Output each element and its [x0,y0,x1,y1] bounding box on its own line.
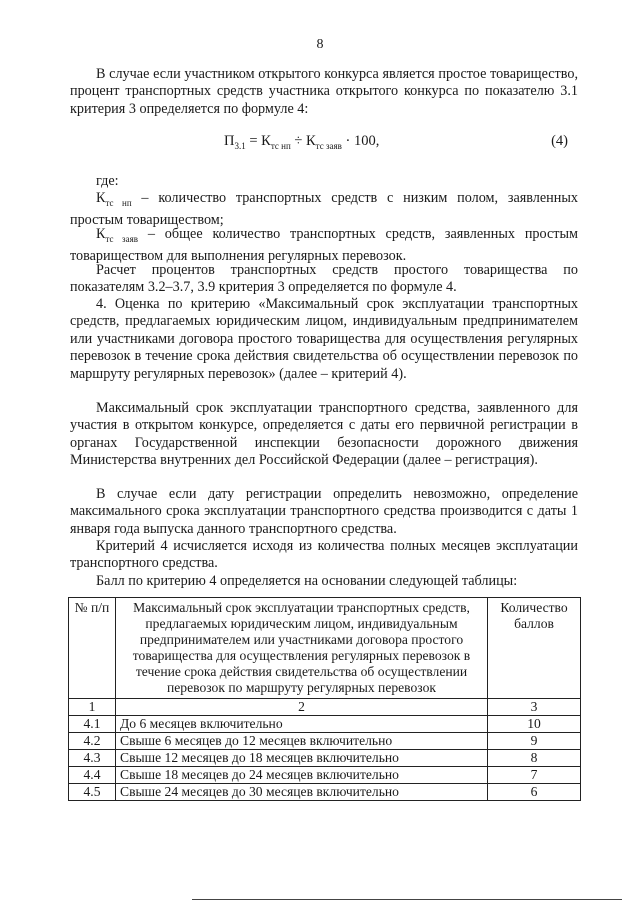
paragraph-intro: В случае если участником открытого конкурса является простое товарищество, процент транспортных средств участника открытого конкурса по показателю 3.1 критерия 3 определяется по формуле 4: [70,66,578,117]
table-row [69,733,581,750]
row-number: 4.2 [69,733,116,750]
paragraph-table-intro: Балл по критерию 4 определяется на основании следующей таблицы: [96,573,518,589]
col-number-1: 1 [69,699,116,716]
definition-k-tc-zayav: $К_{тс заяв}$ – общее количество транспортных средств, заявленных простым товариществом для выполнения регулярных перевозок. [70,226,578,265]
column-number-row [69,699,581,716]
row-description: Свыше 18 месяцев до 24 месяцев включительно [116,767,488,784]
table-header-row [69,598,581,699]
row-score: 10 [488,716,581,733]
header-score: Количество баллов [488,598,581,699]
paragraph-calc: Расчет процентов транспортных средств простого товарищества по показателям 3.2–3.7, 3.9 критерия 3 определяется по формуле 4. [70,262,578,296]
table-row [69,784,581,801]
row-description: Свыше 24 месяцев до 30 месяцев включительно [116,784,488,801]
formula-expression: $П_{3.1} = К_{тс нп} \div К_{тс заяв} \cdot 100$, [224,133,380,151]
row-description: До 6 месяцев включительно [116,716,488,733]
table-row [69,767,581,784]
formula-4 [70,133,578,155]
row-number: 4.4 [69,767,116,784]
row-score: 8 [488,750,581,767]
table-row [69,716,581,733]
where-label: где: [96,173,119,189]
header-description: Максимальный срок эксплуатации транспортных средств, предлагаемых юридическим лицом, индивидуальным предпринимателем или участниками договора простого товарищества для осуществления регулярных перевозок в течение срока действия свидетельства об осуществлении перевозок по маршруту регулярных перевозок [116,598,488,699]
row-score: 7 [488,767,581,784]
page-bottom-line [192,899,622,900]
table-row [69,750,581,767]
page-number: 8 [316,37,324,52]
row-description: Свыше 6 месяцев до 12 месяцев включительно [116,733,488,750]
col-number-2: 2 [116,699,488,716]
definition-k-tc-np: $К_{тс нп}$ – количество транспортных средств с низким полом, заявленных простым товариществом; [70,190,578,229]
row-score: 9 [488,733,581,750]
criterion-4-table [68,597,581,801]
row-description: Свыше 12 месяцев до 18 месяцев включительно [116,750,488,767]
row-number: 4.1 [69,716,116,733]
row-number: 4.3 [69,750,116,767]
paragraph-criterion-4: 4. Оценка по критерию «Максимальный срок эксплуатации транспортных средств, предлагаемых юридическим лицом, индивидуальным предпринимателем или участниками договора простого товарищества для осуществления регулярных перевозок в течение срока действия свидетельства об осуществлении перевозок по маршруту регулярных перевозок» (далее – критерий 4). [70,296,578,382]
paragraph-full-months: Критерий 4 исчисляется исходя из количества полных месяцев эксплуатации транспортного средства. [70,538,578,572]
paragraph-registration-date: В случае если дату регистрации определить невозможно, определение максимального срока эксплуатации транспортного средства производится с даты 1 января года выпуска данного транспортного средства. [70,486,578,537]
header-number: № п/п [69,598,116,699]
col-number-3: 3 [488,699,581,716]
row-score: 6 [488,784,581,801]
row-number: 4.5 [69,784,116,801]
formula-number: (4) [551,133,568,149]
paragraph-max-term: Максимальный срок эксплуатации транспортного средства, заявленного для участия в открытом конкурсе, определяется с даты его первичной регистрации в органах Государственной инспекции безопасности дорожного движения Министерства внутренних дел Российской Федерации (далее – регистрация). [70,400,578,469]
